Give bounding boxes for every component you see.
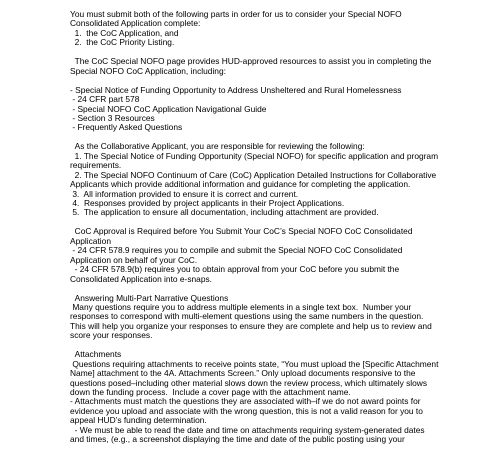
text-line: Answering Multi-Part Narrative Questions — [70, 292, 229, 303]
text-line: 2. The Special NOFO Continuum of Care (CoC) Application Detailed Instructions for Collaborative Applicants which provide additional information and guidance for completing the application. — [70, 169, 439, 190]
section-intro — [70, 10, 440, 48]
section-responsibilities — [70, 142, 440, 218]
text-line: - Section 3 Resources — [70, 112, 155, 123]
text-line: Attachments — [70, 349, 122, 360]
text-line: 1. the CoC Application, and — [70, 27, 179, 38]
text-line: Many questions require you to address multiple elements in a single text box. Number your responses to correspond with multi-element questions using the same numbers in the question. This will help you organize your responses to ensure they are complete and help us to review and score your responses. — [70, 301, 435, 341]
text-line: - 24 CFR 578.9 requires you to compile and submit the Special NOFO CoC Consolidated Application on behalf of your CoC. — [70, 245, 405, 265]
text-line: You must submit both of the following parts in order for us to consider your Special NOFO Consolidated Application complete: — [70, 9, 404, 29]
text-line: As the Collaborative Applicant, you are responsible for reviewing the following: — [70, 141, 365, 152]
section-multi-part — [70, 294, 440, 341]
text-line: 2. the CoC Priority Listing. — [70, 37, 175, 48]
text-line: CoC Approval is Required before You Submit Your CoC’s Special NOFO CoC Consolidated Application — [70, 226, 415, 246]
text-line: - Special NOFO CoC Application Navigational Guide — [70, 103, 267, 114]
text-line: 1. The Special Notice of Funding Opportunity (Special NOFO) for specific application and program requirements. — [70, 150, 441, 171]
text-line: - Attachments must match the questions they are associated with–if we do not award points for evidence you upload and associate with the wrong question, this is not a valid reason for you to appeal HUD’s funding determination. — [70, 396, 426, 426]
text-line: - 24 CFR part 578 — [70, 94, 140, 105]
text-line: - Frequently Asked Questions — [70, 122, 183, 133]
text-line: - We must be able to read the date and time on attachments requiring system-generated dates and times, (e.g., a screenshot displaying the time and date of the public posting using your — [70, 424, 427, 445]
section-resources — [70, 57, 440, 76]
text-line: 3. All information provided to ensure it is correct and current. — [70, 188, 299, 199]
section-attachments — [70, 350, 440, 445]
text-line: The CoC Special NOFO page provides HUD-approved resources to assist you in completing the Special NOFO CoC Application, including: — [70, 56, 434, 76]
section-resource-list — [70, 86, 440, 133]
text-line: 5. The application to ensure all documentation, including attachment are provided. — [70, 207, 379, 218]
text-line: 4. Responses provided by project applicants in their Project Applications. — [70, 198, 345, 209]
document-body — [70, 10, 440, 454]
section-coc-approval — [70, 227, 440, 284]
text-line: - 24 CFR 578.9(b) requires you to obtain approval from your CoC before you submit the Consolidated Application into e-snaps. — [70, 264, 402, 284]
text-line: Questions requiring attachments to receive points state, “You must upload the [Specific Attachment Name] attachment to the 4A. Attachments Screen.” Only upload documents responsive to the questions posed–including other material slows down the review process, which ultimately slows down the funding process. Include a cover page with the attachment name. — [70, 358, 441, 398]
text-line: - Special Notice of Funding Opportunity to Address Unsheltered and Rural Homelessness — [70, 84, 402, 95]
